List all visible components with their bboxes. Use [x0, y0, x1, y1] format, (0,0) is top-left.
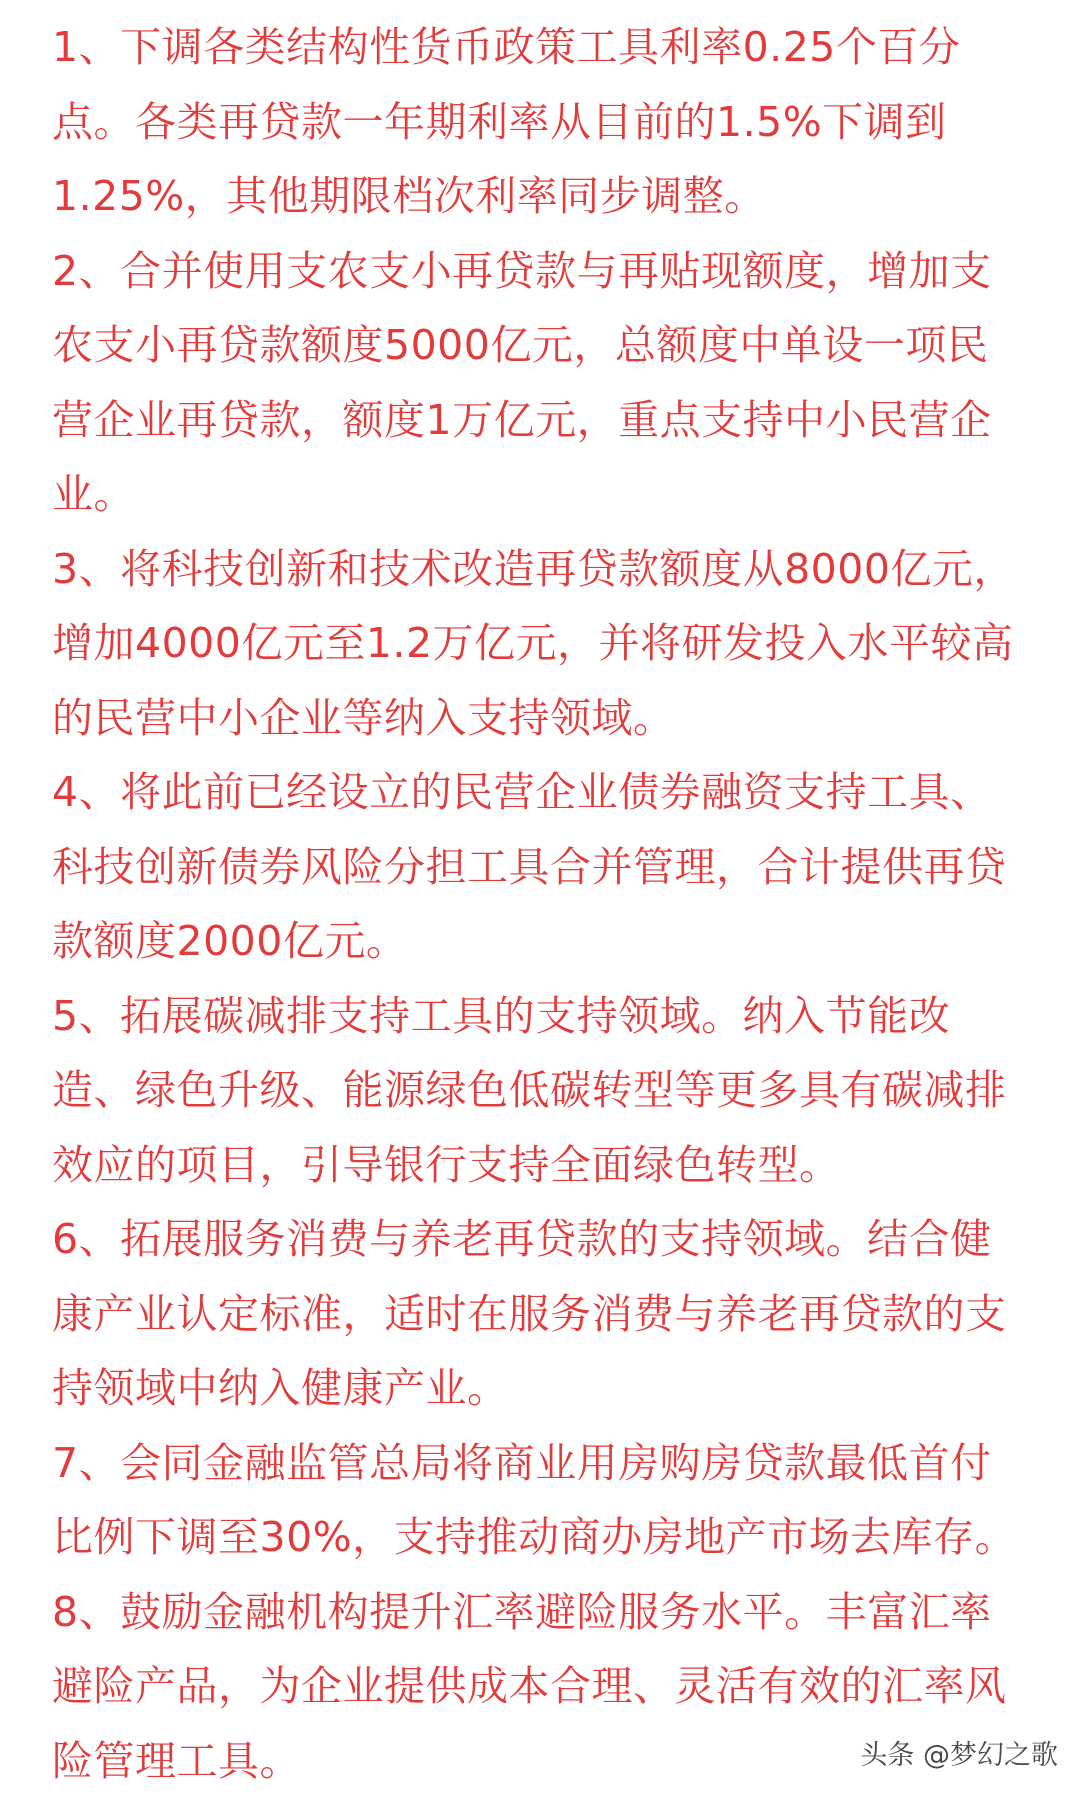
text-line: 3、将科技创新和技术改造再贷款额度从8000亿元， [52, 532, 1052, 607]
watermark: 头条 @梦幻之歌 [860, 1733, 1058, 1772]
text-line: 8、鼓励金融机构提升汇率避险服务水平。丰富汇率 [52, 1575, 1052, 1650]
text-line: 效应的项目，引导银行支持全面绿色转型。 [52, 1128, 1052, 1203]
text-line: 科技创新债券风险分担工具合并管理，合计提供再贷 [52, 830, 1052, 905]
text-line: 1.25%，其他期限档次利率同步调整。 [52, 159, 1052, 234]
list-item-4 [52, 755, 1052, 979]
text-line: 4、将此前已经设立的民营企业债券融资支持工具、 [52, 755, 1052, 830]
text-line: 康产业认定标准，适时在服务消费与养老再贷款的支 [52, 1277, 1052, 1352]
text-line: 业。 [52, 457, 1052, 532]
text-line: 增加4000亿元至1.2万亿元，并将研发投入水平较高 [52, 606, 1052, 681]
list-item-7 [52, 1426, 1052, 1575]
text-line: 点。各类再贷款一年期利率从目前的1.5%下调到 [52, 85, 1052, 160]
policy-list [52, 10, 1052, 1798]
text-line: 6、拓展服务消费与养老再贷款的支持领域。结合健 [52, 1202, 1052, 1277]
list-item-1 [52, 10, 1052, 234]
text-line: 险管理工具。 [52, 1724, 1052, 1798]
text-line: 造、绿色升级、能源绿色低碳转型等更多具有碳减排 [52, 1053, 1052, 1128]
text-line: 款额度2000亿元。 [52, 904, 1052, 979]
text-line: 营企业再贷款，额度1万亿元，重点支持中小民营企 [52, 383, 1052, 458]
text-line: 的民营中小企业等纳入支持领域。 [52, 681, 1052, 756]
list-item-2 [52, 234, 1052, 532]
list-item-5 [52, 979, 1052, 1203]
list-item-6 [52, 1202, 1052, 1426]
text-line: 7、会同金融监管总局将商业用房购房贷款最低首付 [52, 1426, 1052, 1501]
text-line: 持领域中纳入健康产业。 [52, 1351, 1052, 1426]
text-line: 1、下调各类结构性货币政策工具利率0.25个百分 [52, 10, 1052, 85]
text-line: 2、合并使用支农支小再贷款与再贴现额度，增加支 [52, 234, 1052, 309]
text-line: 农支小再贷款额度5000亿元，总额度中单设一项民 [52, 308, 1052, 383]
text-line: 比例下调至30%，支持推动商办房地产市场去库存。 [52, 1500, 1052, 1575]
text-line: 避险产品，为企业提供成本合理、灵活有效的汇率风 [52, 1649, 1052, 1724]
text-line: 5、拓展碳减排支持工具的支持领域。纳入节能改 [52, 979, 1052, 1054]
list-item-3 [52, 532, 1052, 756]
